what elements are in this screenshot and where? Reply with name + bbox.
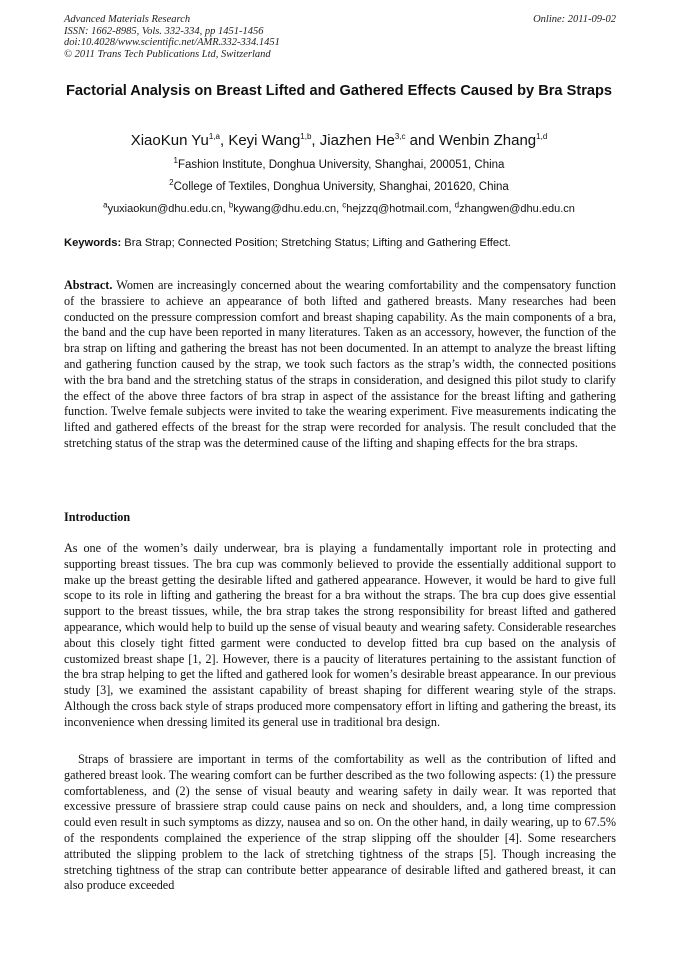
journal-issn: ISSN: 1662-8985, Vols. 332-334, pp 1451-1456 [64, 25, 264, 37]
author-name: Jiazhen He [319, 132, 395, 149]
email-superscript: d [454, 200, 460, 210]
introduction-paragraph-1: As one of the women’s daily underwear, bra is playing a fundamentally important role in protecting and supporting breast tissues. The bra cup was commonly believed to provide the essentially additional support to make up the breast getting the desirable lifted and gathered appearance. However, it would be hard to give full scope to its role in lifting and gathering the breast for a bra without the straps. The bra cup does give essential support to the breast tissues, while, the bra strap takes the strong responsibility for breast lifted and gathered appearance, which would help to build up the sense of visual beauty and wearing safety. Considerable researches about this closely tight fitted garment were conducted to develop fitted bra cup based on the analysis of customized breast shape [1, 2]. However, there is a paucity of literatures pertaining to the assistant function of the bra strap helping to get the lifted and gathered look for women’s desirable breast appearance. In our previous study [3], we examined the assistant capability of breast shaping for different wearing style of the straps. Although the cross back style of straps produced more compensatory effort in lifting and gathering the breast, its inconvenience when dressing limited its general use in traditional bra design. [64, 541, 616, 729]
affiliation-superscript: 1 [173, 156, 178, 166]
author-superscript: 1,d [536, 132, 548, 141]
affiliation-superscript: 2 [169, 178, 174, 188]
keywords [64, 236, 616, 250]
email-address: zhangwen@dhu.edu.cn [459, 203, 575, 215]
author-name: Wenbin Zhang [438, 132, 537, 149]
author-separator: , [219, 132, 229, 149]
author-list [64, 131, 614, 151]
journal-name: Advanced Materials Research [64, 14, 191, 25]
author-name: XiaoKun Yu [130, 132, 209, 149]
email-address: hejzzq@hotmail.com, [346, 203, 455, 215]
author-separator: and [405, 132, 439, 149]
email-address: kywang@dhu.edu.cn, [233, 203, 343, 215]
email-address: yuxiaokun@dhu.edu.cn, [107, 203, 229, 215]
journal-doi: doi:10.4028/www.scientific.net/AMR.332-334.1451 [64, 37, 280, 48]
paper-title: Factorial Analysis on Breast Lifted and Gathered Effects Caused by Bra Straps [65, 83, 613, 99]
author-emails [52, 202, 626, 216]
introduction-paragraph-2: Straps of brassiere are important in terms of the comfortability as well as the contribution of lifted and gathered breast look. The wearing comfort can be further described as the two following aspects: (1) the pressure comfortableness, and (2) the sense of visual beauty and wearing safety in daily wear. It was reported that excessive pressure of brassiere strap could cause pains on neck and shoulders, and, a long time compression could even result in such symptoms as dizzy, nausea and so on. On the other hand, in daily wearing, up to 67.5% of the respondents complained the experience of the strap slipping off the shoulder [4]. Some researchers attributed the slipping problem to the lack of stretching tightness of the straps [5]. Though increasing the stretching tightness of the strap can contribute better appearance of desirable lifted and gathered breast, it can also produce exceeded [64, 752, 616, 893]
affiliation-text: College of Textiles, Donghua University, Shanghai, 201620, China [173, 181, 509, 193]
keywords-label: Keywords: [64, 237, 122, 249]
abstract-text: Women are increasingly concerned about the wearing comfortability and the compensatory function of the brassiere to achieve an appearance of both lifted and gathered breasts. Many researches had been conducted on the pressure compression comfort and breast shaping capability. As the main components of a bra, the band and the cup have been reported in many literatures. Taken as an accessory, however, the function of the bra strap on lifting and gathering the breast has not been documented. In an attempt to analyze the breast lifting and gathering function caused by the strap, we took such factors as the strap’s width, the connected positions with the bra band and the stretching status of the straps in consideration, and designed this pilot study to clarify the effect of the above three factors of bra strap in aspect of the assistance for the breast lifting and gathering function. Twelve female subjects were invited to take the wearing experiment. Five measurements indicating the lifted and gathered effects of the breast for the strap were recorded for analysis. The result concluded that the stretching status of the strap was the determined cause of the lifting and shaping effects for the bra straps. [64, 278, 616, 450]
author-superscript: 1,b [300, 132, 312, 141]
author-superscript: 1,a [208, 132, 220, 141]
keywords-text: Bra Strap; Connected Position; Stretching Status; Lifting and Gathering Effect. [121, 237, 511, 249]
affiliation-text: Fashion Institute, Donghua University, Shanghai, 200051, China [177, 159, 505, 171]
online-date: Online: 2011-09-02 [533, 14, 616, 25]
affiliation-2 [64, 180, 614, 194]
email-superscript: c [342, 200, 347, 210]
abstract-label: Abstract. [64, 278, 113, 292]
author-separator: , [311, 132, 320, 149]
affiliation-1 [64, 158, 614, 172]
abstract [64, 278, 616, 452]
section-heading-introduction: Introduction [64, 510, 131, 524]
journal-copyright: © 2011 Trans Tech Publications Ltd, Switzerland [64, 48, 271, 60]
author-superscript: 3,c [394, 132, 406, 141]
journal-header [64, 14, 616, 60]
email-superscript: a [103, 200, 108, 210]
author-name: Keyi Wang [228, 132, 301, 149]
email-superscript: b [228, 200, 234, 210]
